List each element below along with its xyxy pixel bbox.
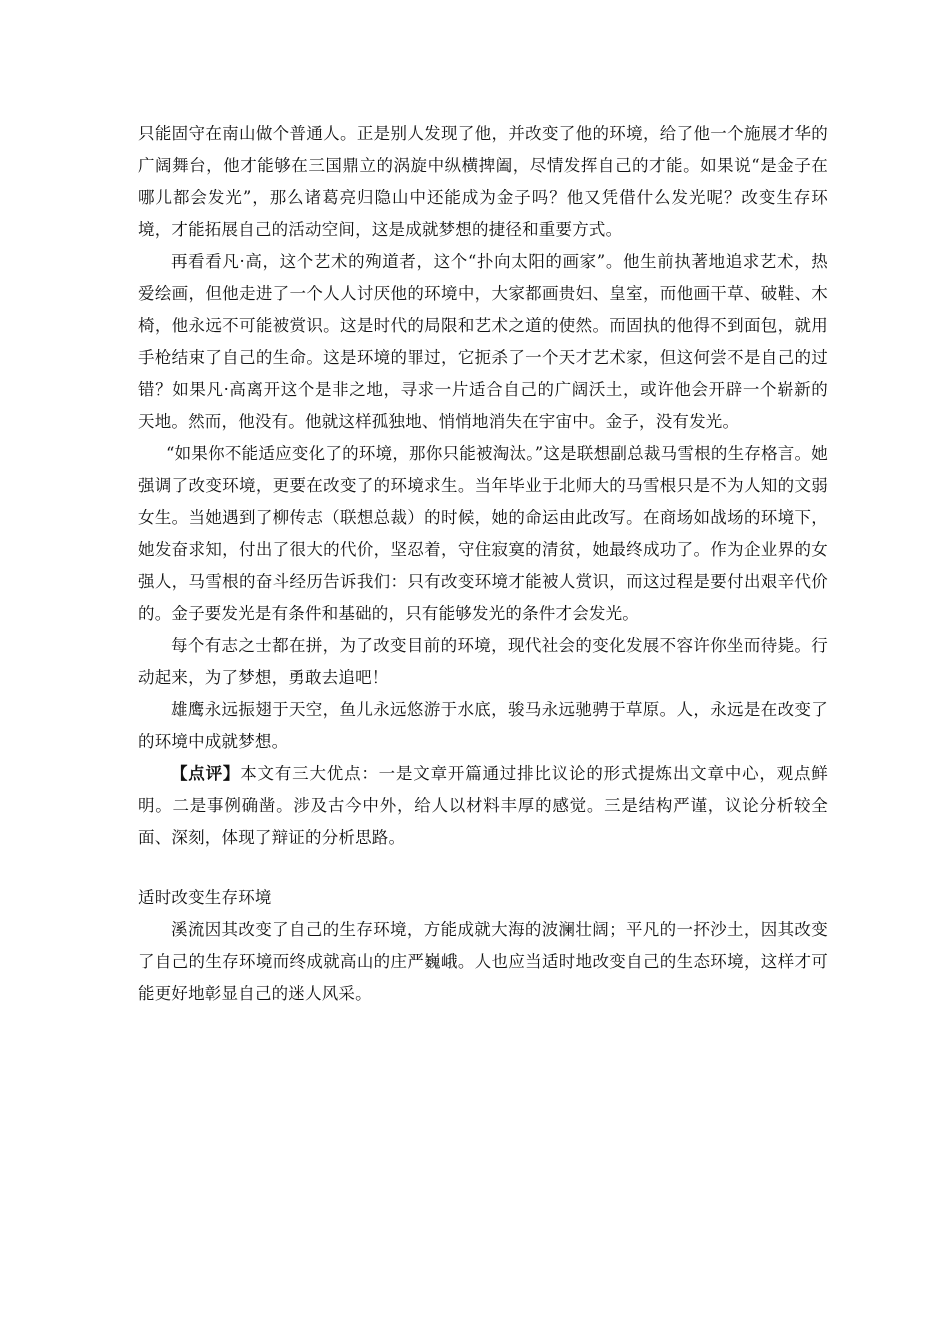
paragraph-call-to-action: 每个有志之士都在拼，为了改变目前的环境，现代社会的变化发展不容许你坐而待毙。行动起来，为了梦想，勇敢去追吧！ xyxy=(138,636,828,687)
section-spacer xyxy=(138,854,828,882)
paragraph-ma-xuegen: “如果你不能适应变化了的环境，那你只能被淘汰。”这是联想副总裁马雪根的生存格言。她强调了改变环境，更要在改变了的环境求生。当年毕业于北师大的马雪根只是不为人知的文弱女生。当她遇到了柳传志（联想总裁）的时候，她的命运由此改写。在商场如战场的环境下，她发奋求知，付出了很大的代价，坚忍着，守住寂寞的清贫，她最终成功了。作为企业界的女强人，马雪根的奋斗经历告诉我们：只有改变环境才能被人赏识，而这过程是要付出艰辛代价的。金子要发光是有条件和基础的，只有能够发光的条件才会发光。 xyxy=(138,444,828,623)
document-body xyxy=(138,118,828,1010)
comment-text: 本文有三大优点：一是文章开篇通过排比议论的形式提炼出文章中心，观点鲜明。二是事例确凿。涉及古今中外，给人以材料丰厚的感觉。三是结构严谨，议论分析较全面、深刻，体现了辩证的分析思路。 xyxy=(138,764,828,847)
essay-title: 适时改变生存环境 xyxy=(138,888,272,907)
paragraph-conclusion: 雄鹰永远振翅于天空，鱼儿永远悠游于水底，骏马永远驰骋于草原。人，永远是在改变了的环境中成就梦想。 xyxy=(138,700,828,751)
paragraph-van-gogh: 再看看凡·高，这个艺术的殉道者，这个“扑向太阳的画家”。他生前执著地追求艺术，热爱绘画，但他走进了一个人人讨厌他的环境中，大家都画贵妇、皇室，而他画干草、破鞋、木椅，他永远不可能被赏识。这是时代的局限和艺术之道的使然。而固执的他得不到面包，就用手枪结束了自己的生命。这是环境的罪过，它扼杀了一个天才艺术家，但这何尝不是自己的过错？如果凡·高离开这个是非之地，寻求一片适合自己的广阔沃土，或许他会开辟一个崭新的天地。然而，他没有。他就这样孤独地、悄悄地消失在宇宙中。金子，没有发光。 xyxy=(138,252,828,431)
paragraph-zhuge-liang: 只能固守在南山做个普通人。正是别人发现了他，并改变了他的环境，给了他一个施展才华的广阔舞台，他才能够在三国鼎立的涡旋中纵横捭阖，尽情发挥自己的才能。如果说“是金子在哪儿都会发光”，那么诸葛亮归隐山中还能成为金子吗？他又凭借什么发光呢？改变生存环境，才能拓展自己的活动空间，这是成就梦想的捷径和重要方式。 xyxy=(138,124,828,239)
paragraph-essay-opening: 溪流因其改变了自己的生存环境，方能成就大海的波澜壮阔；平凡的一抔沙土，因其改变了自己的生存环境而终成就高山的庄严巍峨。人也应当适时地改变自己的生态环境，这样才可能更好地彰显自己的迷人风采。 xyxy=(138,920,828,1003)
comment-label: 【点评】 xyxy=(171,764,241,783)
comment-paragraph xyxy=(138,758,828,854)
